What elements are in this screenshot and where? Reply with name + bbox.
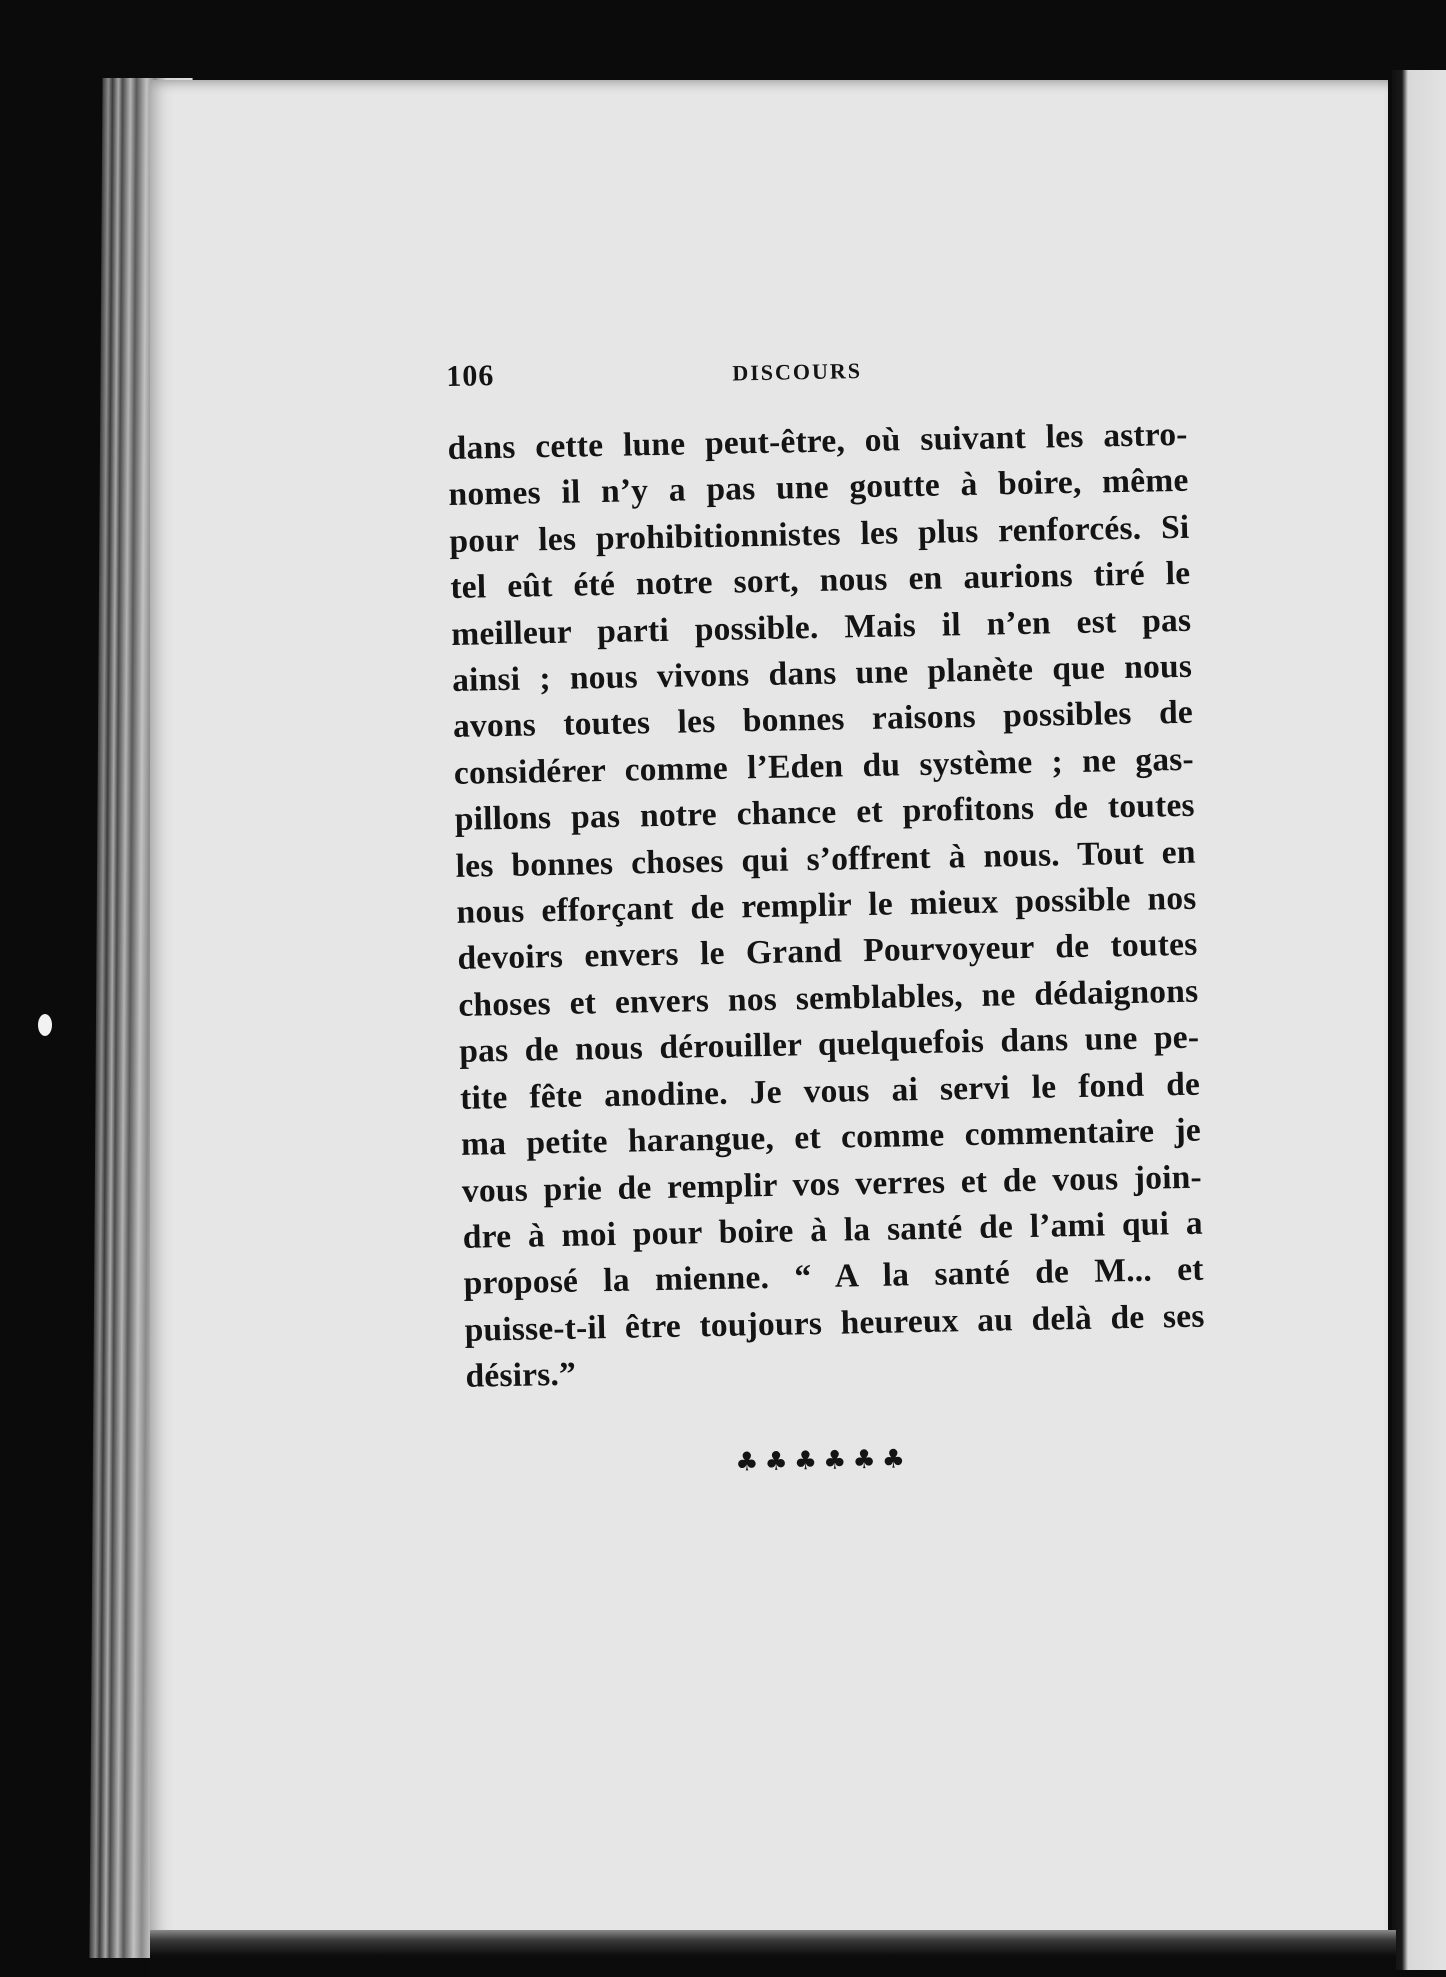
text-line: proposé la mienne. “ A la santé de M... et	[463, 1250, 1204, 1303]
text-line: devoirs envers le Grand Pourvoyeur de toutes	[457, 926, 1198, 978]
text-line: nomes il n’y a pas une goutte à boire, même	[448, 462, 1189, 514]
facing-page-edge	[1392, 70, 1446, 1970]
text-line: choses et envers nos semblables, ne dédaignons	[458, 972, 1199, 1024]
text-line: meilleur parti possible. Mais il n’en est pas	[450, 601, 1192, 653]
text-line: vous prie de remplir vos verres et de vous join-	[461, 1158, 1203, 1210]
text-line: pillons pas notre chance et profitons de toutes	[454, 786, 1196, 839]
scan-speck	[38, 1014, 52, 1036]
text-line: pas de nous dérouiller quelquefois dans une pe-	[458, 1018, 1200, 1071]
bottom-shadow	[150, 1930, 1396, 1977]
text-line: considérer comme l’Eden du système ; ne gas-	[453, 740, 1195, 792]
text-line: ma petite harangue, et comme commentaire je	[460, 1111, 1202, 1163]
text-line: puisse-t-il être toujours heureux au delà de ses	[464, 1297, 1205, 1349]
ornament-icon: ♣♣♣♣♣♣	[734, 1443, 912, 1478]
running-title: DISCOURS	[732, 358, 863, 386]
page-content	[446, 346, 1207, 1483]
text-line: dans cette lune peut-être, où suivant les astro-	[447, 415, 1188, 467]
text-line: tel eût été notre sort, nous en aurions tiré le	[450, 554, 1191, 607]
body-text	[447, 412, 1206, 1401]
text-line: nous efforçant de remplir le mieux possible nos	[456, 879, 1197, 931]
text-line: pour les prohibitionnistes les plus renforcés. Si	[449, 508, 1190, 560]
text-line: ainsi ; nous vivons dans une planète que nous	[451, 647, 1193, 699]
text-line: tite fête anodine. Je vous ai servi le fond de	[459, 1065, 1201, 1117]
text-line: désirs.”	[465, 1355, 577, 1395]
text-line: les bonnes choses qui s’offrent à nous. Tout en	[455, 833, 1196, 885]
text-line: dre à moi pour boire à la santé de l’ami qui a	[462, 1204, 1204, 1256]
page-number: 106	[446, 359, 495, 393]
text-line: avons toutes les bonnes raisons possibles de	[452, 694, 1194, 746]
